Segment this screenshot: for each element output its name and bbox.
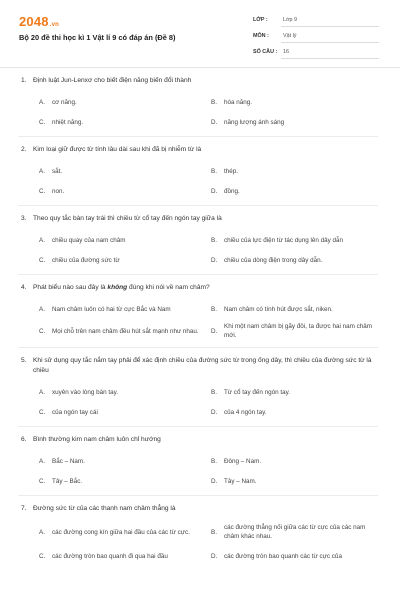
option-text: Nam châm luôn có hai từ cực Bắc và Nam [52, 305, 171, 313]
option-letter: A. [39, 528, 45, 536]
meta-value: Lớp 9 [283, 17, 298, 23]
exam-meta [253, 16, 379, 64]
option-letter: C. [39, 118, 46, 126]
option-text: Từ cổ tay đến ngón tay. [224, 388, 291, 396]
option-letter: D. [211, 256, 218, 264]
option-text: nhiệt năng. [52, 118, 84, 126]
option-text: năng lượng ánh sáng [224, 118, 285, 126]
question-3 [0, 214, 400, 270]
meta-underline [281, 42, 379, 43]
answer-options [21, 520, 386, 568]
meta-label: SỐ CÂU : [253, 49, 278, 55]
option-letter: C. [39, 187, 46, 195]
question-divider [18, 347, 378, 348]
question-text [21, 283, 386, 293]
meta-underline [281, 58, 379, 59]
question-text [21, 214, 386, 224]
question-divider [18, 136, 378, 137]
option-letter: B. [211, 236, 217, 244]
option-c[interactable] [39, 471, 211, 491]
option-letter: A. [39, 167, 45, 175]
option-d[interactable] [211, 181, 383, 201]
option-text: thép. [224, 167, 239, 175]
option-text: cơ năng. [52, 98, 77, 106]
question-number: 6. [21, 436, 27, 443]
meta-value: Vật lý [283, 33, 297, 39]
option-c[interactable] [39, 544, 211, 568]
option-text: Đông – Nam. [224, 457, 262, 465]
option-letter: B. [211, 167, 217, 175]
logo-text: 2048 [19, 14, 49, 29]
option-text: chiều của lực điện từ tác dụng lên dây dẫn [224, 236, 344, 244]
option-d[interactable] [211, 250, 383, 270]
option-letter: B. [211, 457, 217, 465]
option-letter: B. [211, 305, 217, 313]
question-2 [0, 145, 400, 201]
page-header [0, 0, 400, 66]
option-letter: B. [211, 388, 217, 396]
meta-label: LỚP : [253, 17, 268, 23]
option-letter: C. [39, 256, 46, 264]
option-letter: A. [39, 236, 45, 244]
question-divider [18, 274, 378, 275]
option-text: các đường cong kín giữa hai đầu của các từ cực. [52, 528, 190, 536]
question-emphasis: không [107, 284, 128, 291]
question-5 [0, 356, 400, 422]
question-body: Đường sức từ của các thanh nam châm thẳng là [33, 505, 176, 512]
option-letter: D. [211, 327, 218, 335]
option-letter: D. [211, 408, 218, 416]
option-text: Tây – Bắc. [52, 477, 83, 485]
question-1 [0, 76, 400, 132]
option-text: của ngón tay cái [52, 408, 98, 416]
question-body: Bình thường kim nam châm luôn chỉ hướng [33, 436, 161, 443]
question-4 [0, 283, 400, 343]
option-a[interactable] [39, 382, 211, 402]
question-text [21, 356, 386, 376]
option-letter: C. [39, 408, 46, 416]
option-a[interactable] [39, 161, 211, 181]
question-body: Định luật Jun-Lenxơ cho biết điện năng biến đổi thành [33, 77, 192, 84]
question-body-start: Phát biểu nào sau đây là [33, 284, 108, 291]
option-letter: B. [211, 98, 217, 106]
option-d[interactable] [211, 112, 383, 132]
meta-label: MÔN : [253, 33, 269, 39]
option-letter: C. [39, 327, 46, 335]
option-a[interactable] [39, 299, 211, 319]
meta-row-count [253, 48, 379, 64]
option-c[interactable] [39, 319, 211, 343]
option-text: sắt. [52, 167, 63, 175]
question-number: 7. [21, 505, 27, 512]
option-letter: D. [211, 477, 218, 485]
option-c[interactable] [39, 112, 211, 132]
option-c[interactable] [39, 402, 211, 422]
option-letter: D. [211, 187, 218, 195]
option-letter: A. [39, 457, 45, 465]
option-b[interactable] [211, 451, 383, 471]
option-d[interactable] [211, 471, 383, 491]
option-letter: B. [211, 528, 217, 536]
option-a[interactable] [39, 230, 211, 250]
question-list [0, 76, 400, 568]
option-text: các đường tròn bao quanh đi qua hai đầu [52, 552, 168, 560]
option-a[interactable] [39, 520, 211, 544]
option-text: Khi một nam châm bị gãy đôi, ta được hai nam châm mới. [224, 323, 372, 339]
option-text: Tây – Nam. [224, 477, 257, 485]
option-letter: D. [211, 552, 218, 560]
option-letter: A. [39, 305, 45, 313]
question-body: Kim loại giữ được từ tính lâu dài sau khi đã bị nhiễm từ là [33, 146, 202, 153]
answer-options [21, 161, 386, 201]
answer-options [21, 92, 386, 132]
option-b[interactable] [211, 382, 383, 402]
question-number: 3. [21, 215, 27, 222]
site-logo[interactable] [19, 14, 59, 29]
option-letter: D. [211, 118, 218, 126]
option-letter: C. [39, 477, 46, 485]
option-text: non. [52, 187, 65, 195]
question-text [21, 145, 386, 155]
option-text: các đường thẳng nối giữa các từ cực của các nam châm khác nhau. [224, 524, 366, 540]
option-b[interactable] [211, 92, 383, 112]
meta-row-class [253, 16, 379, 32]
option-text: hóa năng. [224, 98, 253, 106]
option-b[interactable] [211, 161, 383, 181]
question-number: 1. [21, 77, 27, 84]
answer-options [21, 299, 386, 343]
option-letter: A. [39, 98, 45, 106]
option-d[interactable] [211, 319, 383, 343]
question-text [21, 435, 386, 445]
option-text: Bắc – Nam. [52, 457, 85, 465]
option-letter: A. [39, 388, 45, 396]
option-text: đồng. [224, 187, 240, 195]
option-d[interactable] [211, 402, 383, 422]
option-b[interactable] [211, 230, 383, 250]
question-number: 2. [21, 146, 27, 153]
meta-underline [281, 26, 379, 27]
header-divider [0, 67, 400, 68]
question-text [21, 76, 386, 86]
option-c[interactable] [39, 250, 211, 270]
question-body: Theo quy tắc bàn tay trái thì chiều từ cổ tay đến ngón tay giữa là [33, 215, 222, 222]
option-a[interactable] [39, 92, 211, 112]
option-text: xuyên vào lòng bàn tay. [52, 388, 119, 396]
question-divider [18, 495, 378, 496]
option-text: Mọi chỗ trên nam châm đều hút sắt mạnh như nhau. [52, 327, 199, 335]
meta-row-subject [253, 32, 379, 48]
question-text [21, 504, 386, 514]
question-number: 4. [21, 284, 27, 291]
question-body-end: đúng khi nói về nam châm? [127, 284, 210, 291]
option-text: của 4 ngón tay. [224, 408, 267, 416]
option-text: các đường tròn bao quanh các từ cực của [224, 552, 342, 560]
question-number: 5. [21, 357, 27, 364]
option-b[interactable] [211, 520, 383, 544]
option-text: Nam châm có tính hút được sắt, niken. [224, 305, 333, 313]
question-7 [0, 504, 400, 568]
answer-options [21, 382, 386, 422]
option-letter: C. [39, 552, 46, 560]
question-body: Khi sử dụng quy tắc nắm tay phải để xác định chiều của đường sức từ trong ống dây, thì chiều của đường sức từ là chiều [33, 357, 372, 374]
option-text: chiều của dòng điện trong dây dẫn. [224, 256, 323, 264]
option-c[interactable] [39, 181, 211, 201]
option-b[interactable] [211, 299, 383, 319]
question-divider [18, 426, 378, 427]
meta-value: 16 [283, 49, 289, 55]
answer-options [21, 230, 386, 270]
question-6 [0, 435, 400, 491]
option-text: chiều quay của nam châm [52, 236, 126, 244]
option-text: chiều của đường sức từ [52, 256, 120, 264]
logo-suffix: .vn [49, 22, 60, 28]
option-d[interactable] [211, 544, 383, 568]
page-title: Bộ 20 đề thi học kì 1 Vật lí 9 có đáp án (Đề 8) [19, 33, 176, 42]
option-a[interactable] [39, 451, 211, 471]
question-divider [18, 205, 378, 206]
answer-options [21, 451, 386, 491]
